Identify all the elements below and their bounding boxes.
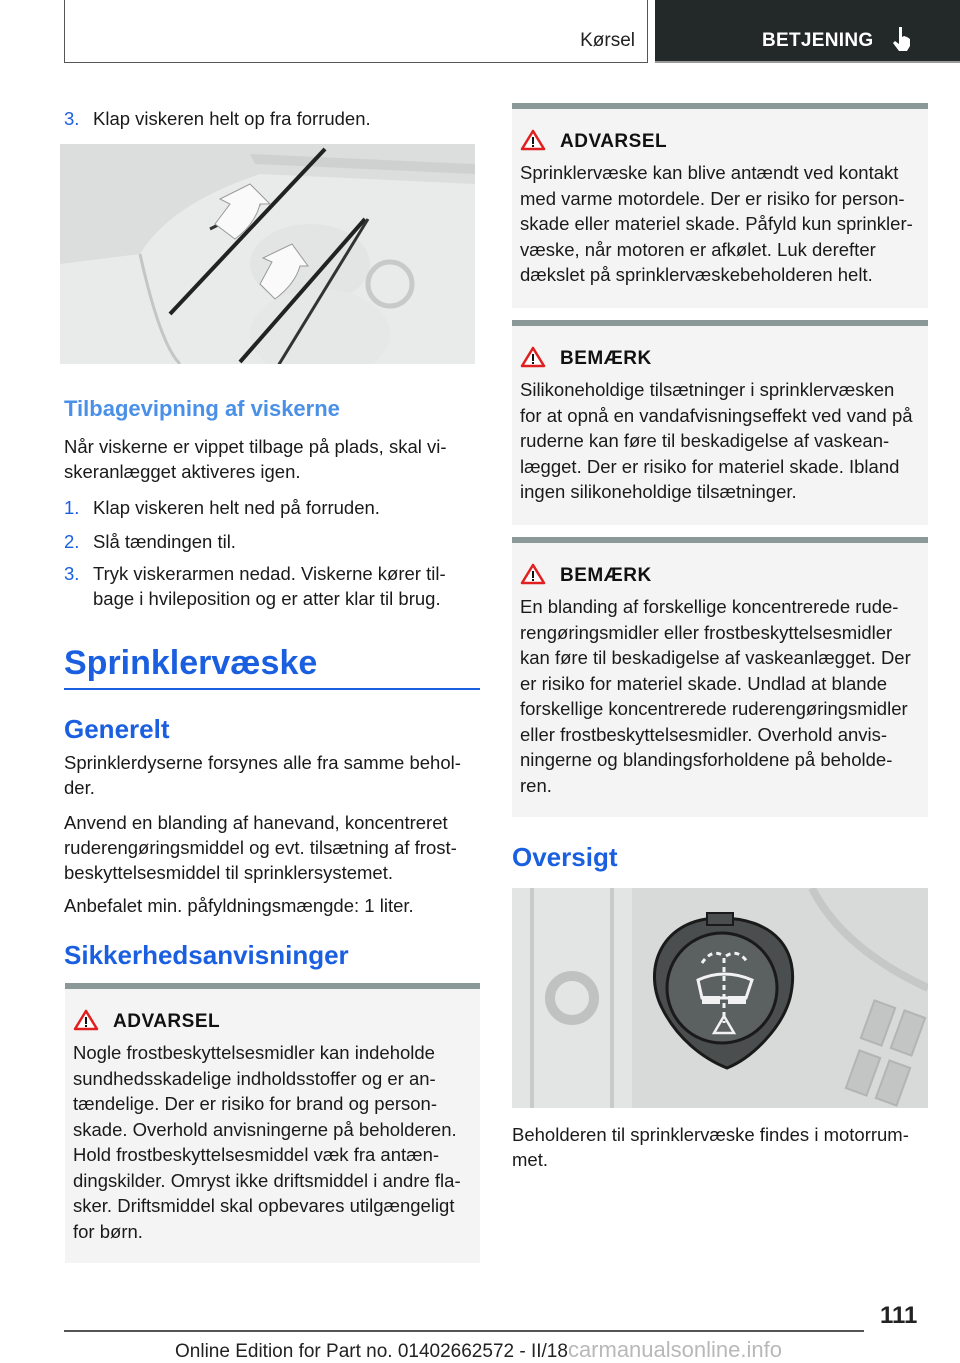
step-number: 3.	[64, 563, 80, 584]
text-line: er risiko for materiel skade. Undlad at blande	[520, 672, 888, 694]
warning-box-advarsel-right	[512, 103, 928, 308]
text-line: Sprinklerdyserne forsynes alle fra samme behol-	[64, 752, 461, 773]
text-line: ningerne og blandingsforholdene på beholde-	[520, 749, 893, 770]
section-label: Kørsel	[580, 30, 635, 51]
chapter-label: BETJENING	[762, 30, 874, 51]
section-title: Sprinklervæske	[64, 644, 318, 682]
overview-heading: Oversigt	[512, 842, 618, 872]
text-line: Anvend en blanding af hanevand, koncentreret	[64, 812, 448, 833]
text-line: skade eller materiel skade. Påfyld kun sprinkler-	[520, 213, 913, 234]
edition-text: Online Edition for Part no. 01402662572 - II/18	[175, 1341, 568, 1362]
box-top-bar	[512, 103, 928, 109]
text-line: kan føre til beskadigelse af vaskeanlægget. Der	[520, 647, 911, 668]
list-item-step-3-top	[64, 106, 484, 131]
text-line: Beholderen til sprinklervæske findes i motorrum-	[512, 1124, 909, 1145]
text-line: ruderne kan føre til beskadigelse af vaskean-	[520, 430, 890, 451]
text-line: tændelige. Der er risiko for brand og person-	[73, 1093, 438, 1114]
text-line: met.	[512, 1149, 548, 1170]
fold-back-intro	[64, 434, 484, 484]
text-line: Nogle frostbeskyttelsesmidler kan indeholde	[73, 1042, 435, 1063]
box-top-bar	[65, 983, 480, 989]
note-box-bemaerk-1	[512, 320, 928, 525]
text-line: med varme motordele. Der er risiko for person-	[520, 187, 905, 209]
box-title: ADVARSEL	[113, 1011, 221, 1032]
step-text: Slå tændingen til.	[93, 531, 236, 552]
text-line: Hold frostbeskyttelsesmiddel væk fra antæn-	[73, 1144, 440, 1165]
text-line: Når viskerne er vippet tilbage på plads, skal vi-	[64, 436, 447, 457]
general-paragraph-3	[64, 893, 484, 918]
text-line: sundhedsskadelige indholdsstoffer og er an-	[73, 1067, 436, 1089]
step-text: Klap viskeren helt op fra forruden.	[93, 108, 371, 129]
step-text: Klap viskeren helt ned på forruden.	[93, 497, 380, 518]
wiper-fold-up-illustration	[60, 144, 475, 364]
text-line: ren.	[520, 774, 552, 796]
safety-heading: Sikkerhedsanvisninger	[64, 940, 349, 970]
text-line: bage i hvileposition og er atter klar til brug.	[93, 588, 441, 609]
box-title: BEMÆRK	[560, 348, 652, 369]
text-line: ingen silikoneholdige tilsætninger.	[520, 481, 797, 502]
box-top-bar	[512, 537, 928, 543]
watermark-link[interactable]: carmanualsonline.info	[567, 1337, 782, 1362]
text-line: der.	[64, 777, 95, 798]
text-line: En blanding af forskellige koncentrerede rude-	[520, 596, 899, 617]
text-line: Tryk viskerarmen nedad. Viskerne kører til-	[93, 563, 446, 584]
warning-triangle-icon	[520, 346, 546, 368]
box-content	[520, 160, 922, 288]
text-line: Silikoneholdige tilsætninger i sprinklervæsken	[520, 379, 895, 400]
text-line: for at opnå en vandafvisningseffekt ved vand på	[520, 404, 913, 426]
warning-triangle-icon	[520, 129, 546, 151]
text-line: dækslet på sprinklervæskebeholderen helt.	[520, 264, 873, 285]
text-line: for børn.	[73, 1220, 143, 1242]
step-text	[93, 561, 463, 611]
general-paragraph-1	[64, 750, 484, 800]
text-line: dingskilder. Omryst ikke driftsmiddel i andre fla-	[73, 1169, 461, 1191]
hand-pointer-icon	[891, 26, 913, 52]
text-line: rengøringsmidler eller frostbeskyttelsesmidler	[520, 621, 893, 643]
warning-box-advarsel-left	[65, 983, 480, 1263]
washer-fluid-cap-illustration	[512, 888, 928, 1108]
text-line: lægget. Der er risiko for materiel skade. Ibland	[520, 455, 900, 477]
list-item-step-3	[64, 561, 446, 609]
general-paragraph-2	[64, 810, 484, 885]
text-line: ruderengøringsmiddel og evt. tilsætning af frost-	[64, 837, 457, 858]
subheading-fold-back: Tilbagevipning af viskerne	[64, 396, 340, 421]
text-line: skade. Overhold anvisningerne på beholderen.	[73, 1118, 457, 1140]
box-content	[73, 1040, 474, 1244]
text-line: forskellige koncentrerede ruderengøringsmidler	[520, 698, 908, 719]
box-content	[520, 377, 922, 505]
text-line: sker. Driftsmiddel skal opbevares utilgængeligt	[73, 1195, 455, 1216]
warning-triangle-icon	[520, 563, 546, 585]
header-chapter-tab	[655, 0, 960, 63]
figure-wiper-fold-up	[60, 144, 475, 364]
box-title: BEMÆRK	[560, 565, 652, 586]
page-number: 111	[880, 1302, 918, 1329]
text-line: Anbefalet min. påfyldningsmængde: 1 liter.	[64, 895, 414, 916]
list-item-step-1	[64, 495, 380, 520]
overview-caption	[512, 1122, 932, 1172]
note-box-bemaerk-2	[512, 537, 928, 817]
warning-triangle-icon	[73, 1009, 99, 1031]
figure-washer-reservoir	[512, 888, 928, 1108]
text-line: væske, når motoren er afkølet. Luk derefter	[520, 238, 876, 260]
list-item-step-2	[64, 529, 236, 554]
box-top-bar	[512, 320, 928, 326]
text-line: eller frostbeskyttelsesmidler. Overhold anvis-	[520, 723, 888, 745]
header-section-tab	[64, 0, 648, 63]
step-number: 2.	[64, 531, 80, 552]
box-title: ADVARSEL	[560, 131, 668, 152]
text-line: Sprinklervæske kan blive antændt ved kontakt	[520, 162, 899, 183]
section-divider	[64, 688, 480, 690]
text-line: beskyttelsesmiddel til sprinklersystemet.	[64, 862, 393, 883]
footer-divider	[64, 1330, 864, 1332]
step-number: 1.	[64, 497, 80, 518]
text-line: skeranlægget aktiveres igen.	[64, 461, 301, 482]
box-content	[520, 594, 922, 798]
step-number: 3.	[64, 108, 80, 129]
footer-edition	[175, 1337, 782, 1363]
general-heading: Generelt	[64, 714, 170, 744]
